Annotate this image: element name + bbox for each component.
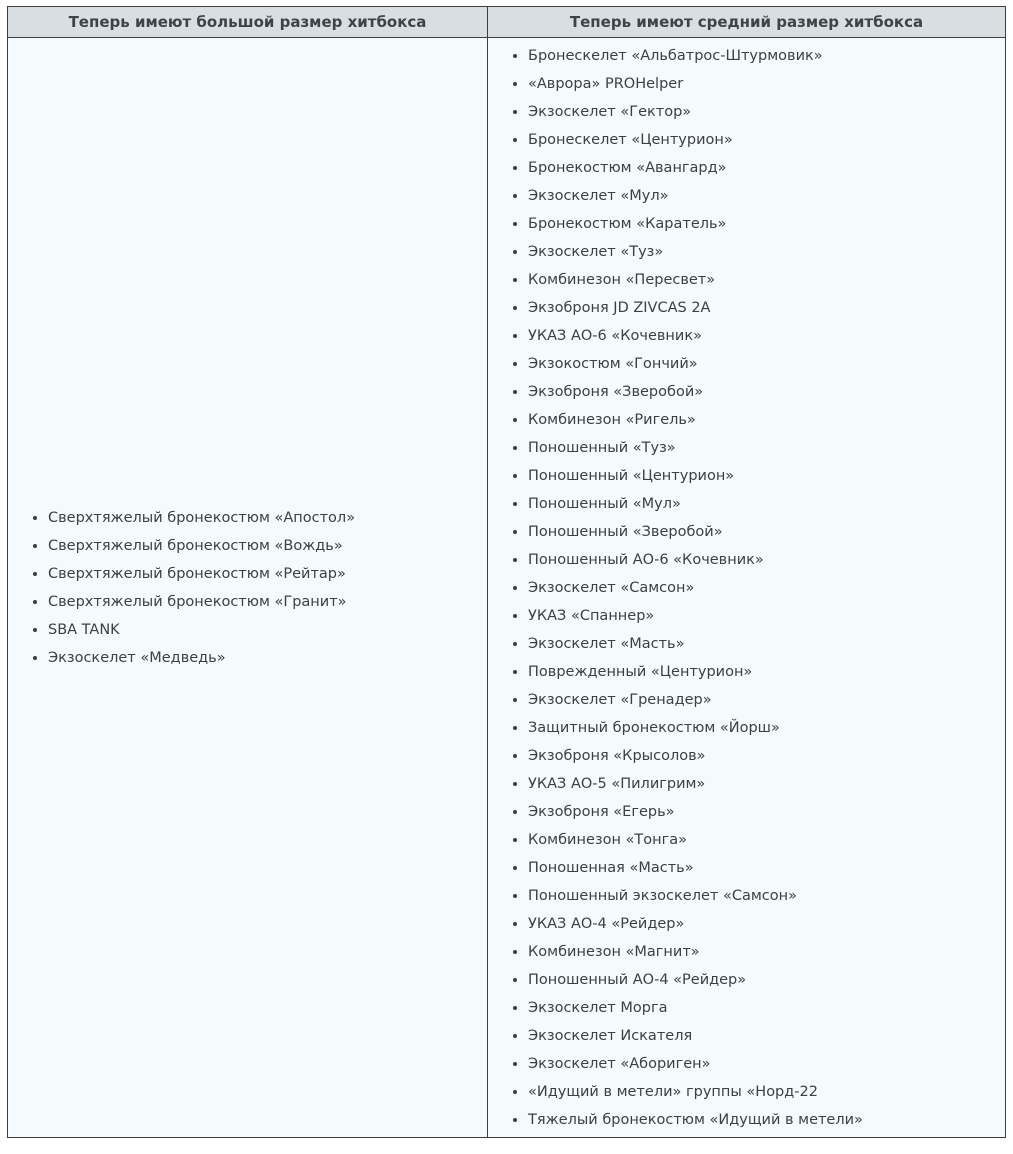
list-item: • Экзоброня JD ZIVCAS 2A xyxy=(528,294,1005,322)
list-item: • Бронескелет «Центурион» xyxy=(528,126,1005,154)
list-item: • Поврежденный «Центурион» xyxy=(528,658,1005,686)
list-item: • Экзоскелет «Самсон» xyxy=(528,574,1005,602)
list-item: • Экзоброня «Зверобой» xyxy=(528,378,1005,406)
list-item: • Экзоскелет «Медведь» xyxy=(48,644,487,672)
list-item: • Поношенный АО-6 «Кочевник» xyxy=(528,546,1005,574)
list-item: • Поношенный «Центурион» xyxy=(528,462,1005,490)
list-item: • Экзоскелет «Мул» xyxy=(528,182,1005,210)
list-item: • Комбинезон «Тонга» xyxy=(528,826,1005,854)
large-hitbox-list xyxy=(8,504,487,672)
list-item: • Экзокостюм «Гончий» xyxy=(528,350,1005,378)
list-item: • УКАЗ «Спаннер» xyxy=(528,602,1005,630)
list-item: • Поношенный «Мул» xyxy=(528,490,1005,518)
list-item: • Экзоскелет «Гренадер» xyxy=(528,686,1005,714)
body-row xyxy=(8,38,1006,1138)
list-item: • Сверхтяжелый бронекостюм «Вождь» xyxy=(48,532,487,560)
list-item: • SBA TANK xyxy=(48,616,487,644)
list-item: • УКАЗ АО-5 «Пилигрим» xyxy=(528,770,1005,798)
list-item: • Поношенный экзоскелет «Самсон» xyxy=(528,882,1005,910)
header-medium-hitbox: Теперь имеют средний размер хитбокса xyxy=(488,7,1006,38)
list-item: • Экзоскелет Морга xyxy=(528,994,1005,1022)
list-item: • УКАЗ АО-6 «Кочевник» xyxy=(528,322,1005,350)
list-item: • Сверхтяжелый бронекостюм «Гранит» xyxy=(48,588,487,616)
medium-hitbox-cell xyxy=(488,38,1006,1138)
list-item: • Сверхтяжелый бронекостюм «Рейтар» xyxy=(48,560,487,588)
large-hitbox-cell xyxy=(8,38,488,1138)
list-item: • Защитный бронекостюм «Йорш» xyxy=(528,714,1005,742)
list-item: • Бронескелет «Альбатрос-Штурмовик» xyxy=(528,42,1005,70)
list-item: • Поношенный «Туз» xyxy=(528,434,1005,462)
list-item: • «Аврора» PROHelper xyxy=(528,70,1005,98)
medium-hitbox-list xyxy=(488,38,1005,1137)
list-item: • Поношенный АО-4 «Рейдер» xyxy=(528,966,1005,994)
list-item: • Бронекостюм «Каратель» xyxy=(528,210,1005,238)
header-row xyxy=(8,7,1006,38)
list-item: • Экзоскелет «Гектор» xyxy=(528,98,1005,126)
list-item: • Экзоброня «Егерь» xyxy=(528,798,1005,826)
list-item: • Экзоброня «Крысолов» xyxy=(528,742,1005,770)
list-item: • Экзоскелет Искателя xyxy=(528,1022,1005,1050)
list-item: • Поношенный «Зверобой» xyxy=(528,518,1005,546)
list-item: • «Идущий в метели» группы «Норд-22 xyxy=(528,1078,1005,1106)
header-large-hitbox: Теперь имеют большой размер хитбокса xyxy=(8,7,488,38)
list-item: • Комбинезон «Ригель» xyxy=(528,406,1005,434)
list-item: • Бронекостюм «Авангард» xyxy=(528,154,1005,182)
list-item: • УКАЗ АО-4 «Рейдер» xyxy=(528,910,1005,938)
list-item: • Экзоскелет «Масть» xyxy=(528,630,1005,658)
list-item: • Комбинезон «Магнит» xyxy=(528,938,1005,966)
hitbox-table xyxy=(7,6,1006,1138)
list-item: • Поношенная «Масть» xyxy=(528,854,1005,882)
list-item: • Экзоскелет «Туз» xyxy=(528,238,1005,266)
list-item: • Экзоскелет «Абориген» xyxy=(528,1050,1005,1078)
list-item: • Сверхтяжелый бронекостюм «Апостол» xyxy=(48,504,487,532)
list-item: • Комбинезон «Пересвет» xyxy=(528,266,1005,294)
list-item: • Тяжелый бронекостюм «Идущий в метели» xyxy=(528,1106,1005,1134)
